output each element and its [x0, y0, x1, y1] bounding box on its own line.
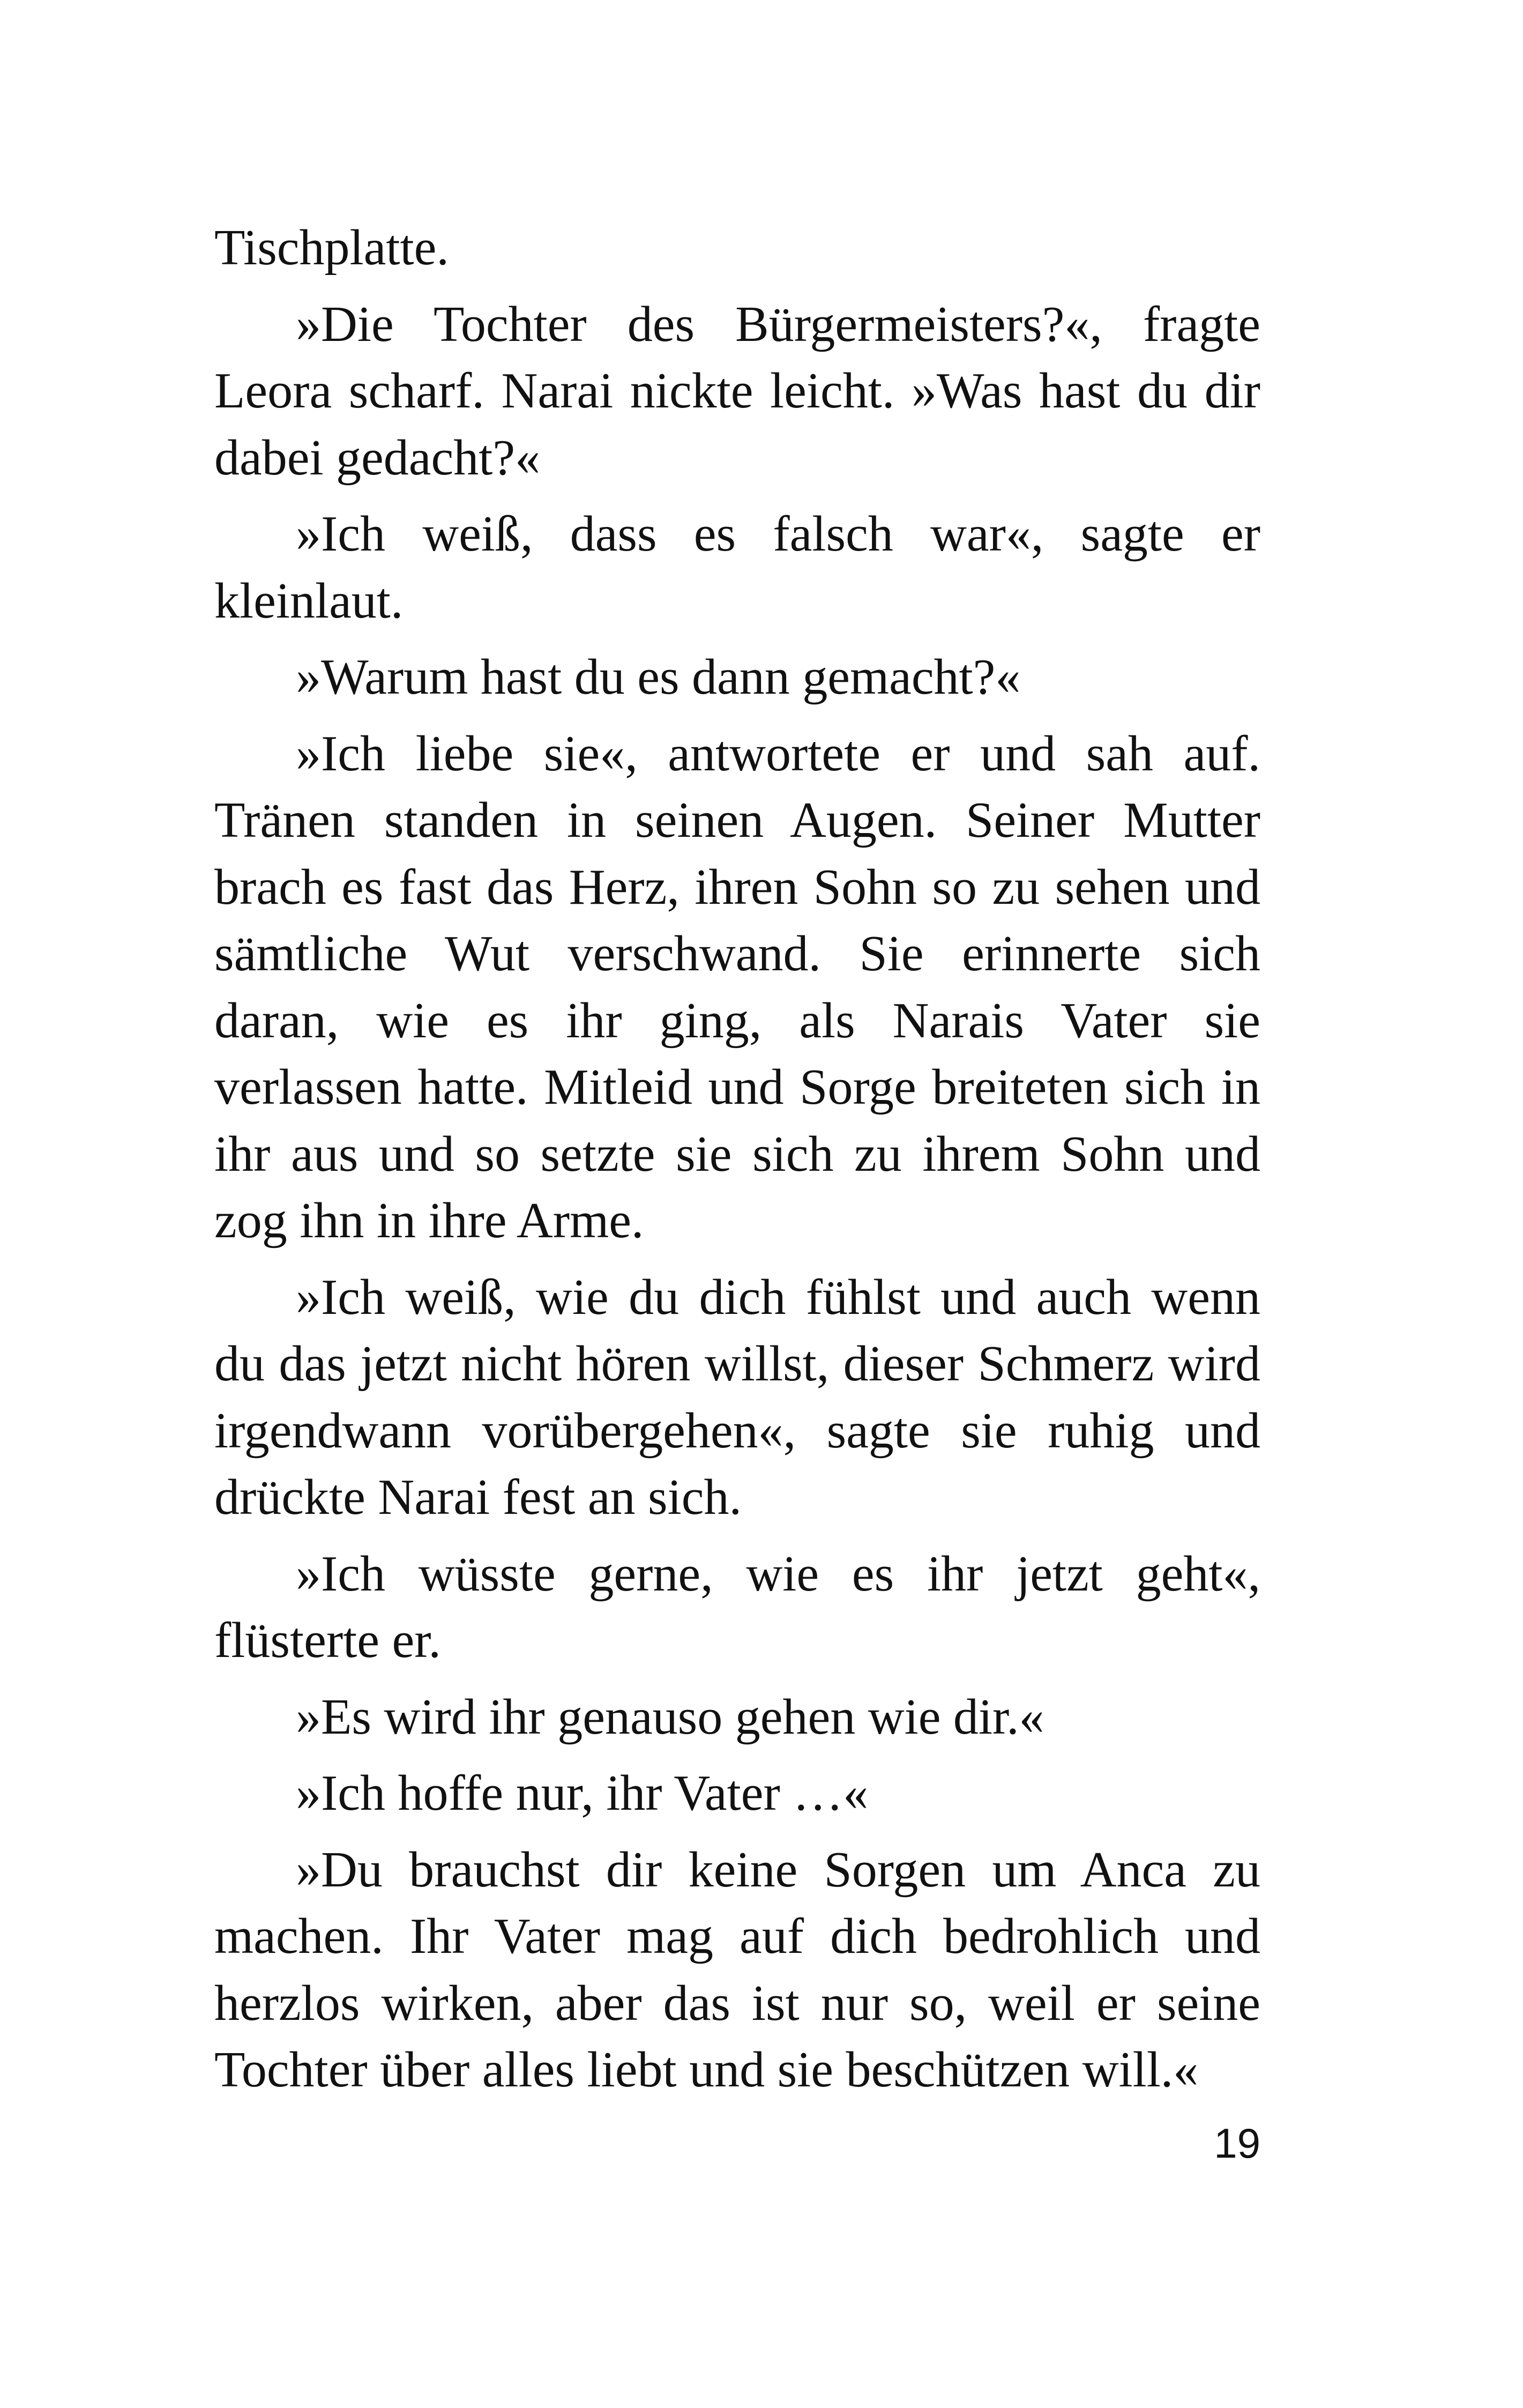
paragraph: »Ich weiß, dass es falsch war«, sagte er kleinlaut.	[214, 506, 1260, 629]
paragraph: »Ich wüsste gerne, wie es ihr jetzt geht«, flüsterte er.	[214, 1545, 1260, 1668]
paragraph: »Warum hast du es dann gemacht?«	[296, 649, 1021, 705]
paragraph: »Ich weiß, wie du dich fühlst und auch wenn du das jetzt nicht hören willst, dieser Schmerz wird irgendwann vorübergehen«, sagte sie ruhig und drückte Narai fest an sich.	[214, 1269, 1260, 1525]
paragraph: Tischplatte.	[214, 220, 449, 276]
paragraph: »Es wird ihr genauso gehen wie dir.«	[296, 1689, 1044, 1745]
book-page-text	[214, 214, 1260, 2225]
page-number: 19	[1214, 2120, 1260, 2167]
paragraph: »Ich hoffe nur, ihr Vater …«	[296, 1765, 869, 1821]
paragraph: »Du brauchst dir keine Sorgen um Anca zu machen. Ihr Vater mag auf dich bedrohlich und herzlos wirken, aber das ist nur so, weil er seine Tochter über alles liebt und sie beschützen will.«	[214, 1841, 1260, 2098]
paragraph: »Die Tochter des Bürgermeisters?«, fragte Leora scharf. Narai nickte leicht. »Was hast du dir dabei gedacht?«	[214, 296, 1260, 486]
paragraph: »Ich liebe sie«, antwortete er und sah auf. Tränen standen in seinen Augen. Seiner Mutter brach es fast das Herz, ihren Sohn so zu sehen und sämtliche Wut verschwand. Sie erinnerte sich daran, wie es ihr ging, als Narais Vater sie verlassen hatte. Mitleid und Sorge breiteten sich in ihr aus und so setzte sie sich zu ihrem Sohn und zog ihn in ihre Arme.	[214, 725, 1260, 1248]
